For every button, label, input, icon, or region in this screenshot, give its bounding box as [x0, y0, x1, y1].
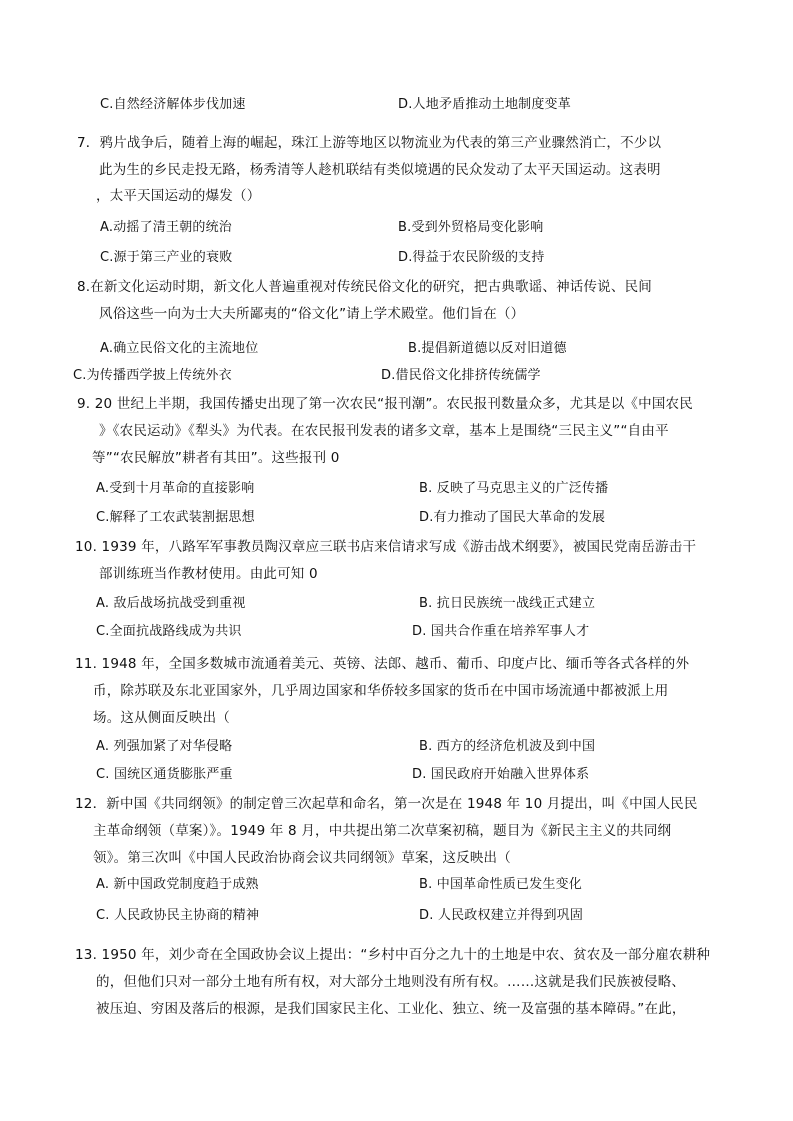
q12-option-c: C. 人民政协民主协商的精神 [96, 908, 260, 923]
q13-stem-line-2: 的，但他们只对一部分土地有所有权，对大部分土地则没有所有权。……这就是我们民族被侵略、 [96, 974, 686, 990]
q10-stem-line-1: 10. 1939 年，八路军军事教员陶汉章应三联书店来信请求写成《游击战术纲要》，被国民党南岳游击干 [75, 539, 697, 555]
q7-option-b: B.受到外贸格局变化影响 [398, 220, 544, 235]
q7-stem-line-2: 此为生的乡民走投无路，杨秀清等人趁机联结有类似境遇的民众发动了太平天国运动。这表明 [99, 162, 661, 178]
q8-option-a: A.确立民俗文化的主流地位 [100, 341, 259, 356]
q8-stem-line-1: 8.在新文化运动时期，新文化人普遍重视对传统民俗文化的研究，把古典歌谣、神话传说、民间 [77, 279, 652, 295]
q7-option-a: A.动摇了清王朝的统治 [100, 220, 232, 235]
q6-option-c: C.自然经济解体步伐加速 [100, 97, 246, 112]
q11-option-a: A. 列强加紧了对华侵略 [96, 739, 233, 754]
q11-stem-line-3: 场。这从侧面反映出（ [93, 710, 230, 726]
q10-stem-line-2: 部训练班当作教材使用。由此可知 0 [99, 566, 318, 582]
q8-option-d: D.借民俗文化排挤传统儒学 [381, 368, 541, 383]
q9-option-b: B. 反映了马克思主义的广泛传播 [419, 481, 609, 496]
q9-option-d: D.有力推动了国民大革命的发展 [419, 510, 606, 525]
q13-stem-line-1: 13. 1950 年，刘少奇在全国政协会议上提出：“乡村中百分之九十的土地是中农、贫农及一部分雇农耕种 [75, 947, 711, 963]
q9-stem-line-3: 等”“农民解放”耕者有其田”。这些报刊 0 [92, 450, 340, 466]
q9-option-c: C.解释了工农武装割据思想 [96, 510, 255, 525]
q7-stem-line-3: ，太平天国运动的爆发（） [96, 188, 261, 204]
q8-stem-line-2: 风俗这些一向为士大夫所鄙夷的“俗文化”请上学术殿堂。他们旨在（） [99, 306, 525, 322]
q12-stem-line-2: 主革命纲领（草案）》。1949 年 8 月，中共提出第二次草案初稿，题目为《新民主主义的共同纲 [93, 823, 672, 839]
q10-option-c: C.全面抗战路线成为共识 [96, 624, 242, 639]
q9-stem-line-2: 》《农民运动》《犁头》为代表。在农民报刊发表的诸多文章，基本上是围绕“三民主义”“自由平 [99, 423, 669, 439]
q8-option-c: C.为传播西学披上传统外衣 [73, 368, 232, 383]
q7-option-c: C.源于第三产业的衰败 [100, 250, 233, 265]
q6-option-d: D.人地矛盾推动土地制度变革 [398, 97, 571, 112]
q12-stem-line-3: 领》。第三次叫《中国人民政治协商会议共同纲领》草案，这反映出（ [93, 850, 511, 866]
q12-stem-line-1: 12．新中国《共同纲领》的制定曾三次起草和命名，第一次是在 1948 年 10 月提出，叫《中国人民民 [75, 796, 698, 812]
q8-option-b: B.提倡新道德以反对旧道德 [408, 341, 567, 356]
q9-option-a: A.受到十月革命的直接影响 [96, 481, 255, 496]
q11-option-c: C. 国统区通货膨胀严重 [96, 767, 233, 782]
q12-option-b: B. 中国革命性质已发生变化 [419, 877, 582, 892]
q9-stem-line-1: 9. 20 世纪上半期，我国传播史出现了第一次农民“报刊潮”。农民报刊数量众多，尤其是以《中国农民 [77, 396, 693, 412]
q10-option-a: A. 敌后战场抗战受到重视 [96, 596, 246, 611]
q11-option-d: D. 国民政府开始融入世界体系 [412, 767, 590, 782]
q12-option-d: D. 人民政权建立并得到巩固 [419, 908, 584, 923]
q13-stem-line-3: 被压迫、穷困及落后的根源，是我们国家民主化、工业化、独立、统一及富强的基本障碍。”在此， [96, 1001, 686, 1017]
q10-option-d: D. 国共合作重在培养军事人才 [412, 624, 590, 639]
q10-option-b: B. 抗日民族统一战线正式建立 [419, 596, 596, 611]
q7-stem-line-1: 7．鸦片战争后，随着上海的崛起，珠江上游等地区以物流业为代表的第三产业骤然消亡，不少以 [77, 135, 662, 151]
q11-option-b: B. 西方的经济危机波及到中国 [419, 739, 596, 754]
q11-stem-line-2: 币，除苏联及东北亚国家外，几乎周边国家和华侨较多国家的货币在中国市场流通中都被派上用 [93, 683, 669, 699]
q11-stem-line-1: 11. 1948 年，全国多数城市流通着美元、英镑、法郎、越币、葡币、印度卢比、缅币等各式各样的外 [75, 656, 690, 672]
q7-option-d: D.得益于农民阶级的支持 [398, 250, 545, 265]
q12-option-a: A. 新中国政党制度趋于成熟 [96, 877, 259, 892]
